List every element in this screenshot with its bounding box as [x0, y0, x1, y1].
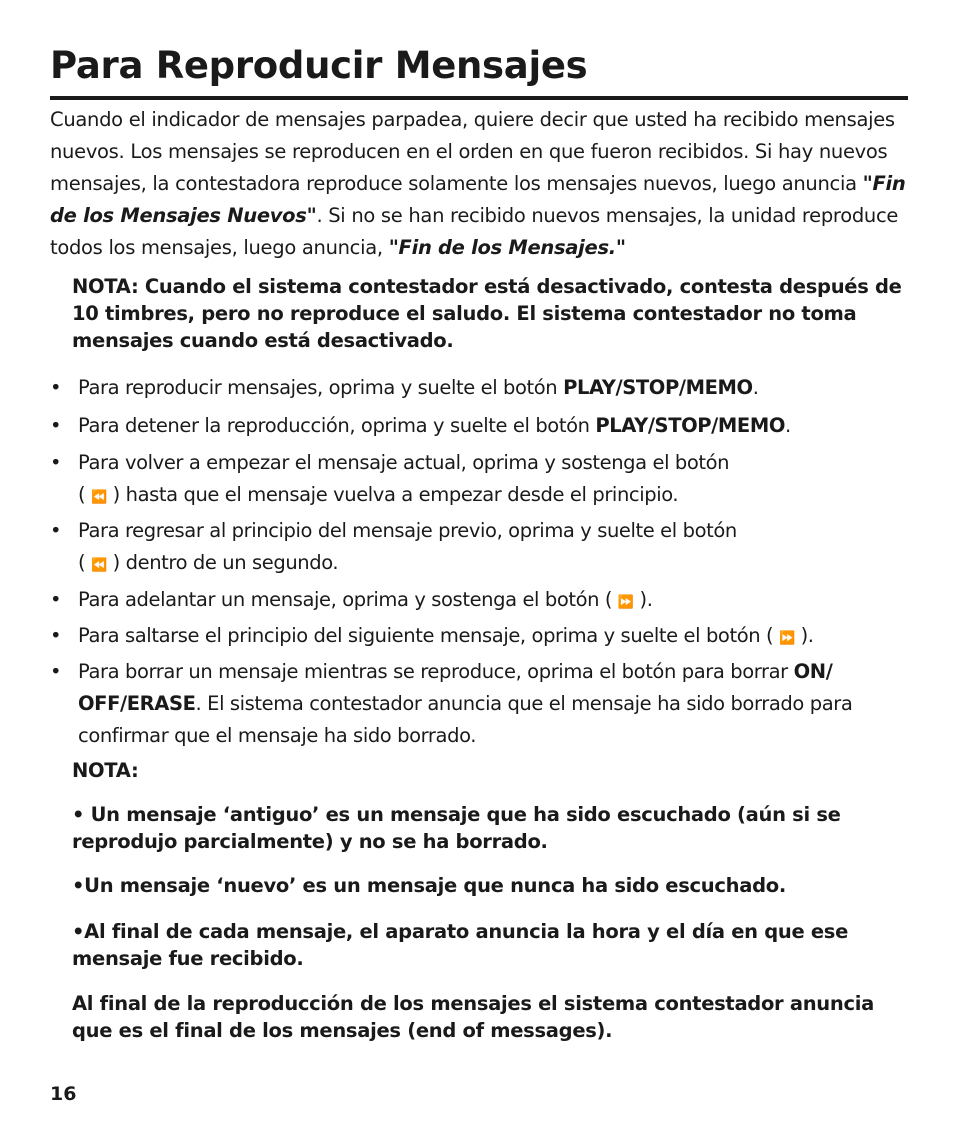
note-desactivado: NOTA: Cuando el sistema contestador está desactivado, contesta después de 10 timbres, pero no reproduce el saludo. El sistema contestador no toma mensajes cuando está desactivado.	[72, 275, 902, 352]
button-name: PLAY/STOP/MEMO	[563, 376, 753, 399]
bullet-text-part: Para saltarse el principio del siguiente mensaje, oprima y suelte el botón (	[78, 624, 779, 647]
button-name: OFF/ERASE	[78, 692, 196, 715]
rewind-icon: ⏪	[91, 490, 107, 505]
bullet-marker: •	[50, 660, 62, 683]
intro-quote-1: "Fin de los Mensajes Nuevos"	[50, 172, 906, 227]
button-name: PLAY/STOP/MEMO	[595, 414, 786, 437]
bullet-marker: •	[50, 519, 62, 542]
bullet-text-part: Para volver a empezar el mensaje actual, oprima y sostenga el botón	[78, 451, 730, 474]
button-name: ON/	[793, 660, 833, 683]
fast-forward-icon: ⏩	[617, 595, 634, 610]
rewind-icon: ⏪	[91, 558, 107, 573]
bullet-text	[78, 447, 918, 514]
page-number: 16	[50, 1083, 77, 1105]
bullet-text	[78, 410, 918, 442]
bullet-text	[78, 620, 918, 655]
intro-quote-2: "Fin de los Mensajes."	[388, 236, 626, 259]
title-rule	[50, 96, 908, 100]
bullet-text-part: Para detener la reproducción, oprima y suelte el botón	[78, 414, 596, 437]
intro-paragraph	[50, 104, 920, 264]
note-item: •Un mensaje ‘nuevo’ es un mensaje que nunca ha sido escuchado.	[72, 874, 786, 897]
bullet-text-part: Para adelantar un mensaje, oprima y sostenga el botón (	[78, 588, 618, 611]
note-item: • Un mensaje ‘antiguo’ es un mensaje que ha sido escuchado (aún si se reprodujo parcialmente) y no se ha borrado.	[72, 803, 841, 853]
intro-text-2: . Si no se han recibido nuevos mensajes, la unidad reproduce todos los mensajes, luego anuncia,	[50, 204, 899, 259]
bullet-text-part: . El sistema contestador anuncia que el mensaje ha sido borrado para confirmar que el mensaje ha sido borrado.	[78, 692, 853, 747]
bullet-text-part: .	[785, 414, 791, 437]
bullet-marker: •	[50, 588, 62, 611]
bullet-text-part: (	[78, 483, 92, 506]
note-item: Al final de la reproducción de los mensajes el sistema contestador anuncia que es el final de los mensajes (end of messages).	[72, 992, 874, 1042]
bullet-text-part: ).	[633, 588, 653, 611]
intro-text-1: Cuando el indicador de mensajes parpadea, quiere decir que usted ha recibido mensajes nuevos. Los mensajes se reproducen en el orden en que fueron recibidos. Si hay nuevos mensajes, la contestadora reproduce solamente los mensajes nuevos, luego anuncia	[50, 108, 895, 195]
bullet-text-part: ) hasta que el mensaje vuelva a empezar desde el principio.	[106, 483, 679, 506]
bullet-text-part: (	[78, 551, 92, 574]
bullet-text	[78, 372, 918, 404]
bullet-text-part: Para borrar un mensaje mientras se reproduce, oprima el botón para borrar	[78, 660, 794, 683]
bullet-text-part: .	[752, 376, 759, 399]
bullet-text-part: Para regresar al principio del mensaje previo, oprima y suelte el botón	[78, 519, 737, 542]
page-title: Para Reproducir Mensajes	[50, 44, 588, 87]
bullet-text	[78, 584, 918, 619]
bullet-marker: •	[50, 414, 62, 437]
bullet-marker: •	[50, 451, 62, 474]
fast-forward-icon: ⏩	[779, 631, 795, 646]
bullet-text-part: ).	[794, 624, 814, 647]
bullet-text	[78, 656, 918, 752]
bullet-text	[78, 515, 918, 582]
note-heading: NOTA:	[72, 759, 139, 782]
bullet-text-part: ) dentro de un segundo.	[106, 551, 339, 574]
bullet-text-part: Para reproducir mensajes, oprima y suelte el botón	[78, 376, 564, 399]
note-item: •Al final de cada mensaje, el aparato anuncia la hora y el día en que ese mensaje fue recibido.	[72, 920, 849, 970]
bullet-marker: •	[50, 624, 62, 647]
bullet-marker: •	[50, 376, 62, 399]
